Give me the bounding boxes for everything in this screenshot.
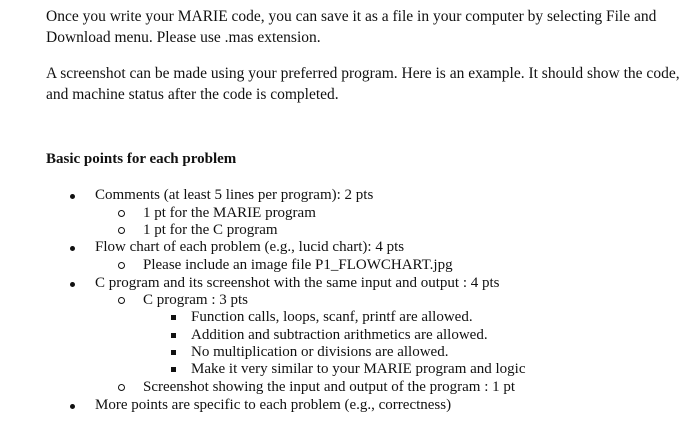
bullet-square-icon [171,333,176,338]
bullet-circle-icon [118,227,125,234]
list-item-cprogram-pts: C program : 3 pts [143,292,248,308]
list-item-cprogram-allowed-arith: Addition and subtraction arithmetics are allowed. [191,327,488,343]
bullet-disc-icon [70,404,75,409]
bullet-circle-icon [118,297,125,304]
section-heading: Basic points for each problem [46,151,237,167]
list-item-cprogram-similar: Make it very similar to your MARIE program and logic [191,361,526,377]
bullet-circle-icon [118,210,125,217]
list-item-comments-marie: 1 pt for the MARIE program [143,205,316,221]
bullet-square-icon [171,367,176,372]
bullet-square-icon [171,315,176,320]
bullet-disc-icon [70,246,75,251]
intro-paragraph-save: Once you write your MARIE code, you can save it as a file in your computer by selecting File and Download menu. Please use .mas extension. [46,8,657,46]
list-item-cprogram: C program and its screenshot with the same input and output : 4 pts [95,275,500,291]
list-item-cprogram-no-mult: No multiplication or divisions are allowed. [191,344,449,360]
bullet-square-icon [171,350,176,355]
bullet-circle-icon [118,384,125,391]
list-item-flowchart: Flow chart of each problem (e.g., lucid chart): 4 pts [95,239,405,255]
bullet-disc-icon [70,282,75,287]
intro-paragraph-screenshot: A screenshot can be made using your preferred program. Here is an example. It should show the code, and machine status after the code is completed. [46,65,680,103]
list-item-cprogram-allowed-calls: Function calls, loops, scanf, printf are allowed. [191,309,473,325]
list-item-flowchart-image: Please include an image file P1_FLOWCHART.jpg [143,257,453,273]
bullet-circle-icon [118,262,125,269]
list-item-comments-c: 1 pt for the C program [143,222,278,238]
bullet-disc-icon [70,194,75,199]
list-item-cprogram-screenshot: Screenshot showing the input and output of the program : 1 pt [143,379,516,395]
list-item-more-points: More points are specific to each problem (e.g., correctness) [95,397,452,413]
list-item-comments: Comments (at least 5 lines per program): 2 pts [95,187,374,203]
